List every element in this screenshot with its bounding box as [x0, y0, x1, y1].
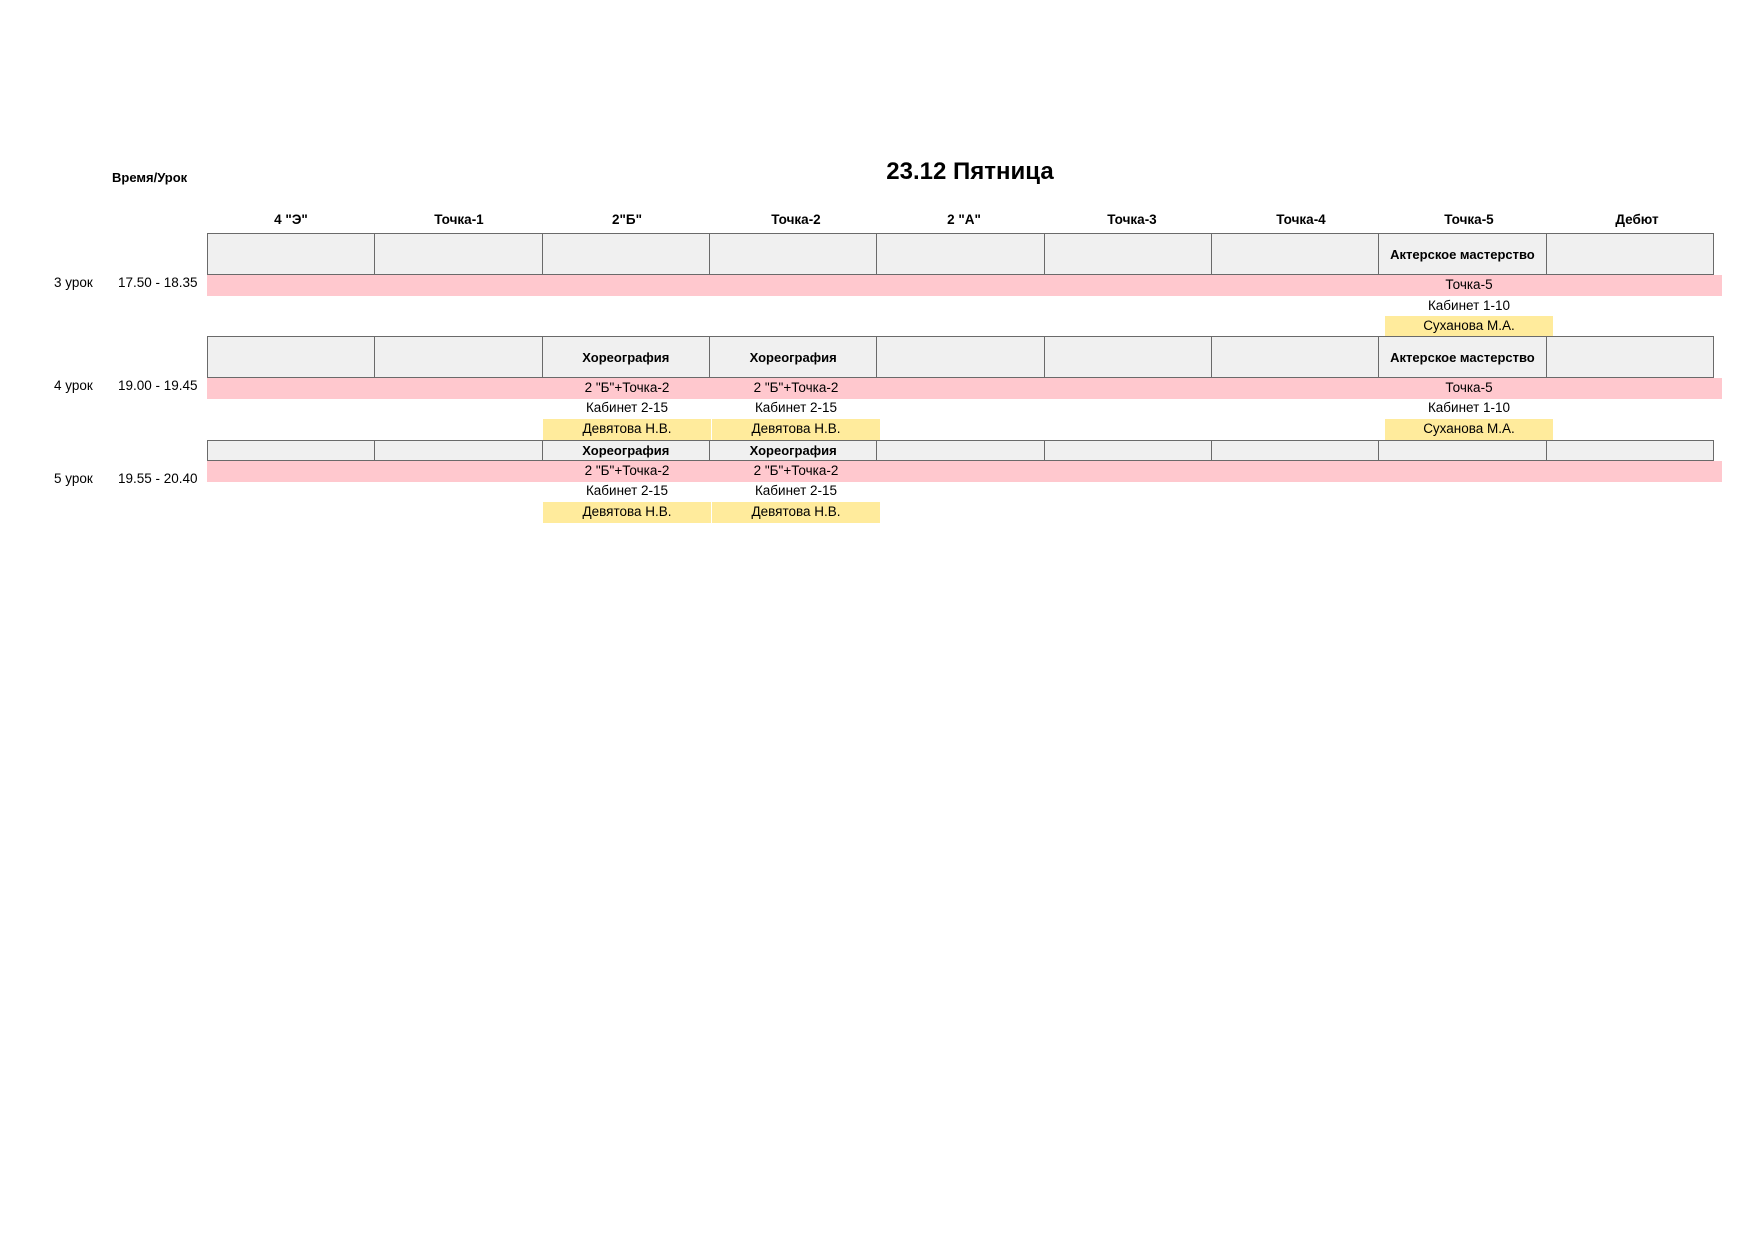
subject-row-lesson-4: [207, 336, 1722, 378]
subject-cell: [1546, 336, 1714, 378]
column-header-tochka-2: Точка-2: [771, 212, 821, 227]
subject-cell: [876, 440, 1044, 461]
subject-cell-2b: Хореография: [542, 336, 710, 378]
group-cell: 2 "Б"+Точка-2: [753, 380, 839, 395]
room-cell: Кабинет 1-10: [1427, 400, 1511, 415]
room-cell: Кабинет 1-10: [1427, 298, 1511, 313]
subject-cell: [1211, 336, 1379, 378]
lesson-time: 19.00 - 19.45: [118, 378, 198, 393]
teacher-cell: Суханова М.А.: [1385, 316, 1553, 337]
teacher-cell: Девятова Н.В.: [712, 502, 880, 523]
lesson-time: 19.55 - 20.40: [118, 471, 198, 486]
subject-cell: [1378, 440, 1546, 461]
lesson-time: 17.50 - 18.35: [118, 275, 198, 290]
teacher-cell: Девятова Н.В.: [543, 419, 711, 440]
subject-cell: [374, 440, 542, 461]
column-header-2a: 2 "А": [947, 212, 981, 227]
subject-cell-tochka-2: Хореография: [709, 336, 877, 378]
column-header-tochka-4: Точка-4: [1276, 212, 1326, 227]
column-header-tochka-3: Точка-3: [1107, 212, 1157, 227]
subject-cell: [1044, 336, 1212, 378]
subject-cell: [207, 233, 375, 275]
subject-cell: [374, 336, 542, 378]
room-cell: Кабинет 2-15: [585, 400, 669, 415]
subject-cell-tochka-2: Хореография: [709, 440, 877, 461]
group-cell: Точка-5: [1445, 277, 1493, 292]
group-cell: 2 "Б"+Точка-2: [753, 463, 839, 478]
subject-row-lesson-5: [207, 440, 1722, 461]
subject-cell-2b: Хореография: [542, 440, 710, 461]
room-cell: Кабинет 2-15: [585, 483, 669, 498]
teacher-cell: Девятова Н.В.: [543, 502, 711, 523]
group-cell: Точка-5: [1445, 380, 1493, 395]
subject-cell-tochka-5: Актерское мастерство: [1378, 336, 1546, 378]
teacher-cell: Суханова М.А.: [1385, 419, 1553, 440]
room-cell: Кабинет 2-15: [754, 400, 838, 415]
lesson-number: 3 урок: [54, 275, 93, 290]
group-row-lesson-5: [207, 461, 1722, 482]
column-header-tochka-5: Точка-5: [1444, 212, 1494, 227]
subject-cell: [207, 440, 375, 461]
lesson-number: 4 урок: [54, 378, 93, 393]
subject-cell: [1044, 440, 1212, 461]
subject-cell: [1546, 440, 1714, 461]
teacher-cell: Девятова Н.В.: [712, 419, 880, 440]
column-header-tochka-1: Точка-1: [434, 212, 484, 227]
subject-cell: [207, 336, 375, 378]
subject-cell: [1044, 233, 1212, 275]
column-header-2b: 2"Б": [611, 212, 642, 227]
subject-cell: [374, 233, 542, 275]
page-title: 23.12 Пятница: [886, 158, 1054, 185]
group-cell: 2 "Б"+Точка-2: [584, 463, 670, 478]
room-cell: Кабинет 2-15: [754, 483, 838, 498]
group-cell: 2 "Б"+Точка-2: [584, 380, 670, 395]
subject-cell: [1211, 233, 1379, 275]
subject-cell: [1211, 440, 1379, 461]
subject-cell: [876, 233, 1044, 275]
subject-cell: [876, 336, 1044, 378]
subject-cell-tochka-5: Актерское мастерство: [1378, 233, 1546, 275]
subject-cell: [1546, 233, 1714, 275]
subject-cell: [709, 233, 877, 275]
column-header-debut: Дебют: [1615, 212, 1659, 227]
lesson-number: 5 урок: [54, 471, 93, 486]
subject-row-lesson-3: [207, 233, 1722, 275]
column-header-4e: 4 "Э": [274, 212, 308, 227]
subject-cell: [542, 233, 710, 275]
time-lesson-header: Время/Урок: [112, 170, 188, 185]
